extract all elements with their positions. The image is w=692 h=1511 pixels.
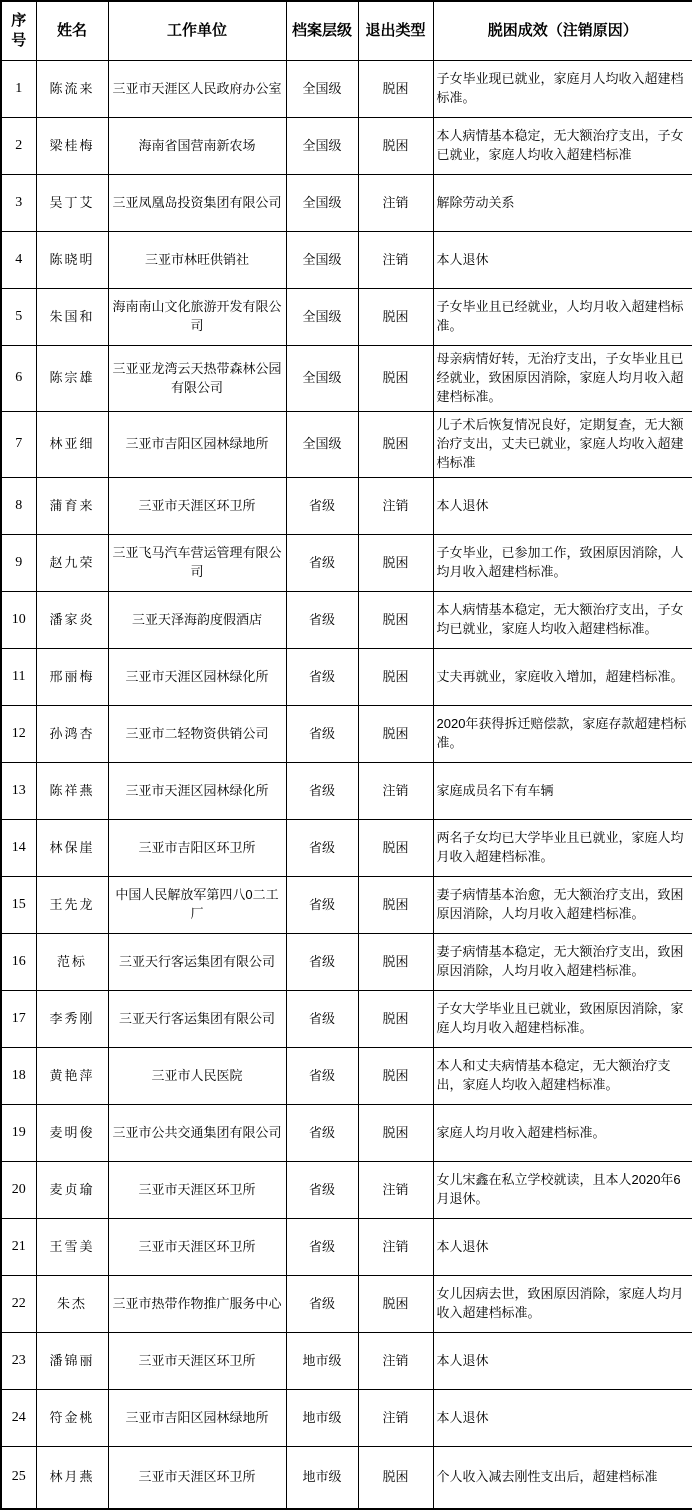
- table-row: [1, 1276, 692, 1333]
- work-unit-cell: 三亚凤凰岛投资集团有限公司: [108, 175, 286, 232]
- person-name-cell: 吴丁艾: [36, 175, 108, 232]
- relief-outcome-cell: 解除劳动关系: [433, 175, 692, 232]
- work-unit-cell: 三亚市天涯区人民政府办公室: [108, 61, 286, 118]
- work-unit-cell: 三亚飞马汽车营运管理有限公司: [108, 535, 286, 592]
- work-unit-cell: 三亚市人民医院: [108, 1048, 286, 1105]
- exit-type-cell: 脱困: [358, 592, 433, 649]
- table-row: [1, 412, 692, 478]
- work-unit-cell: 三亚市吉阳区环卫所: [108, 820, 286, 877]
- archive-level-cell: 地市级: [286, 1333, 358, 1390]
- person-name-cell: 蒲育来: [36, 478, 108, 535]
- table-row: [1, 1333, 692, 1390]
- person-name-cell: 麦贞瑜: [36, 1162, 108, 1219]
- table-row: [1, 934, 692, 991]
- row-index-cell: 24: [1, 1390, 36, 1447]
- relief-outcome-cell: 子女毕业，已参加工作，致困原因消除，人均月收入超建档标准。: [433, 535, 692, 592]
- table-row: [1, 592, 692, 649]
- relief-outcome-cell: 家庭人均月收入超建档标准。: [433, 1105, 692, 1162]
- work-unit-cell: 三亚市天涯区环卫所: [108, 1219, 286, 1276]
- table-row: [1, 289, 692, 346]
- table-row: [1, 175, 692, 232]
- row-index-cell: 13: [1, 763, 36, 820]
- row-index-cell: 25: [1, 1447, 36, 1509]
- archive-level-cell: 全国级: [286, 412, 358, 478]
- person-name-cell: 林月燕: [36, 1447, 108, 1509]
- relief-outcome-cell: 丈夫再就业，家庭收入增加，超建档标准。: [433, 649, 692, 706]
- archive-level-cell: 地市级: [286, 1390, 358, 1447]
- person-name-cell: 李秀刚: [36, 991, 108, 1048]
- archive-level-cell: 省级: [286, 934, 358, 991]
- column-header-unit: 工作单位: [108, 1, 286, 61]
- relief-outcome-cell: 儿子术后恢复情况良好，定期复查，无大额治疗支出，丈夫已就业，家庭人均收入超建档标准: [433, 412, 692, 478]
- row-index-cell: 18: [1, 1048, 36, 1105]
- work-unit-cell: 三亚市公共交通集团有限公司: [108, 1105, 286, 1162]
- table-body: [1, 61, 692, 1509]
- work-unit-cell: 三亚市吉阳区园林绿地所: [108, 412, 286, 478]
- row-index-cell: 20: [1, 1162, 36, 1219]
- exit-type-cell: 脱困: [358, 1048, 433, 1105]
- table-row: [1, 118, 692, 175]
- row-index-cell: 19: [1, 1105, 36, 1162]
- exit-type-cell: 注销: [358, 478, 433, 535]
- table-row: [1, 649, 692, 706]
- work-unit-cell: 三亚亚龙湾云天热带森林公园有限公司: [108, 346, 286, 412]
- person-name-cell: 林亚细: [36, 412, 108, 478]
- table-row: [1, 61, 692, 118]
- archive-level-cell: 省级: [286, 649, 358, 706]
- work-unit-cell: 三亚市天涯区环卫所: [108, 1162, 286, 1219]
- exit-type-cell: 脱困: [358, 1447, 433, 1509]
- archive-level-cell: 省级: [286, 877, 358, 934]
- relief-outcome-cell: 本人退休: [433, 1390, 692, 1447]
- column-header-name: 姓名: [36, 1, 108, 61]
- exit-type-cell: 注销: [358, 763, 433, 820]
- archive-level-cell: 全国级: [286, 175, 358, 232]
- person-name-cell: 梁桂梅: [36, 118, 108, 175]
- exit-type-cell: 脱困: [358, 535, 433, 592]
- exit-type-cell: 脱困: [358, 346, 433, 412]
- exit-type-cell: 脱困: [358, 877, 433, 934]
- relief-outcome-cell: 母亲病情好转，无治疗支出，子女毕业且已经就业，致困原因消除，家庭人均月收入超建档标准。: [433, 346, 692, 412]
- archive-level-cell: 省级: [286, 763, 358, 820]
- exit-type-cell: 脱困: [358, 706, 433, 763]
- work-unit-cell: 三亚市二轻物资供销公司: [108, 706, 286, 763]
- row-index-cell: 12: [1, 706, 36, 763]
- archive-level-cell: 省级: [286, 991, 358, 1048]
- person-name-cell: 潘锦丽: [36, 1333, 108, 1390]
- work-unit-cell: 三亚市天涯区园林绿化所: [108, 763, 286, 820]
- row-index-cell: 4: [1, 232, 36, 289]
- person-name-cell: 麦明俊: [36, 1105, 108, 1162]
- exit-type-cell: 注销: [358, 175, 433, 232]
- work-unit-cell: 三亚天行客运集团有限公司: [108, 934, 286, 991]
- row-index-cell: 15: [1, 877, 36, 934]
- archive-level-cell: 地市级: [286, 1447, 358, 1509]
- archive-level-cell: 省级: [286, 1276, 358, 1333]
- exit-type-cell: 注销: [358, 1333, 433, 1390]
- person-name-cell: 朱杰: [36, 1276, 108, 1333]
- archive-level-cell: 全国级: [286, 61, 358, 118]
- person-name-cell: 陈祥燕: [36, 763, 108, 820]
- work-unit-cell: 三亚市天涯区环卫所: [108, 478, 286, 535]
- person-name-cell: 范标: [36, 934, 108, 991]
- archive-level-cell: 省级: [286, 1162, 358, 1219]
- table-row: [1, 535, 692, 592]
- exit-type-cell: 脱困: [358, 412, 433, 478]
- relief-outcome-cell: 家庭成员名下有车辆: [433, 763, 692, 820]
- column-header-outcome: 脱困成效（注销原因）: [433, 1, 692, 61]
- work-unit-cell: 三亚市天涯区园林绿化所: [108, 649, 286, 706]
- archive-level-cell: 省级: [286, 535, 358, 592]
- table-row: [1, 1390, 692, 1447]
- archive-level-cell: 省级: [286, 1219, 358, 1276]
- exit-type-cell: 脱困: [358, 991, 433, 1048]
- exit-type-cell: 脱困: [358, 649, 433, 706]
- person-name-cell: 陈晓明: [36, 232, 108, 289]
- person-name-cell: 朱国和: [36, 289, 108, 346]
- table-row: [1, 1105, 692, 1162]
- column-header-index: 序号: [1, 1, 36, 61]
- exit-type-cell: 脱困: [358, 61, 433, 118]
- work-unit-cell: 中国人民解放军第四八0二工厂: [108, 877, 286, 934]
- person-name-cell: 孙鸿杏: [36, 706, 108, 763]
- work-unit-cell: 三亚市天涯区环卫所: [108, 1447, 286, 1509]
- table-row: [1, 232, 692, 289]
- relief-outcome-cell: 本人和丈夫病情基本稳定，无大额治疗支出，家庭人均收入超建档标准。: [433, 1048, 692, 1105]
- archive-level-cell: 全国级: [286, 346, 358, 412]
- row-index-cell: 10: [1, 592, 36, 649]
- relief-outcome-cell: 妻子病情基本稳定，无大额治疗支出，致困原因消除，人均月收入超建档标准。: [433, 934, 692, 991]
- relief-outcome-cell: 本人病情基本稳定，无大额治疗支出，子女已就业，家庭人均收入超建档标准: [433, 118, 692, 175]
- relief-outcome-cell: 本人退休: [433, 478, 692, 535]
- relief-outcome-cell: 子女大学毕业且已就业，致困原因消除，家庭人均月收入超建档标准。: [433, 991, 692, 1048]
- row-index-cell: 21: [1, 1219, 36, 1276]
- relief-outcome-cell: 本人退休: [433, 232, 692, 289]
- table-row: [1, 1447, 692, 1509]
- row-index-cell: 2: [1, 118, 36, 175]
- person-name-cell: 邢丽梅: [36, 649, 108, 706]
- relief-outcome-cell: 两名子女均已大学毕业且已就业，家庭人均月收入超建档标准。: [433, 820, 692, 877]
- row-index-cell: 23: [1, 1333, 36, 1390]
- relief-outcome-cell: 本人病情基本稳定，无大额治疗支出，子女均已就业，家庭人均收入超建档标准。: [433, 592, 692, 649]
- exit-type-cell: 脱困: [358, 820, 433, 877]
- exit-type-cell: 注销: [358, 1219, 433, 1276]
- relief-outcome-cell: 2020年获得拆迁赔偿款，家庭存款超建档标准。: [433, 706, 692, 763]
- exit-type-cell: 脱困: [358, 1105, 433, 1162]
- relief-outcome-cell: 女儿因病去世，致困原因消除，家庭人均月收入超建档标准。: [433, 1276, 692, 1333]
- person-name-cell: 潘家炎: [36, 592, 108, 649]
- exit-type-cell: 脱困: [358, 289, 433, 346]
- table-row: [1, 1219, 692, 1276]
- person-name-cell: 赵九荣: [36, 535, 108, 592]
- exit-type-cell: 注销: [358, 232, 433, 289]
- relief-outcome-cell: 妻子病情基本治愈，无大额治疗支出，致困原因消除，人均月收入超建档标准。: [433, 877, 692, 934]
- row-index-cell: 1: [1, 61, 36, 118]
- work-unit-cell: 三亚市林旺供销社: [108, 232, 286, 289]
- person-name-cell: 黄艳萍: [36, 1048, 108, 1105]
- person-name-cell: 林保崖: [36, 820, 108, 877]
- work-unit-cell: 海南省国营南新农场: [108, 118, 286, 175]
- row-index-cell: 8: [1, 478, 36, 535]
- row-index-cell: 6: [1, 346, 36, 412]
- table-row: [1, 478, 692, 535]
- person-name-cell: 陈宗雄: [36, 346, 108, 412]
- archive-level-cell: 省级: [286, 706, 358, 763]
- row-index-cell: 3: [1, 175, 36, 232]
- work-unit-cell: 三亚天行客运集团有限公司: [108, 991, 286, 1048]
- archive-level-cell: 省级: [286, 478, 358, 535]
- header-row: [1, 1, 692, 61]
- row-index-cell: 14: [1, 820, 36, 877]
- table-row: [1, 763, 692, 820]
- exit-type-cell: 脱困: [358, 1276, 433, 1333]
- row-index-cell: 16: [1, 934, 36, 991]
- archive-level-cell: 省级: [286, 592, 358, 649]
- archive-level-cell: 全国级: [286, 118, 358, 175]
- table-row: [1, 877, 692, 934]
- exit-type-cell: 注销: [358, 1162, 433, 1219]
- table-row: [1, 991, 692, 1048]
- work-unit-cell: 三亚市热带作物推广服务中心: [108, 1276, 286, 1333]
- person-name-cell: 王雪美: [36, 1219, 108, 1276]
- row-index-cell: 17: [1, 991, 36, 1048]
- table-row: [1, 1048, 692, 1105]
- column-header-level: 档案层级: [286, 1, 358, 61]
- relief-outcome-cell: 女儿宋鑫在私立学校就读，且本人2020年6月退休。: [433, 1162, 692, 1219]
- relief-outcome-cell: 本人退休: [433, 1333, 692, 1390]
- table-row: [1, 706, 692, 763]
- relief-outcome-cell: 子女毕业现已就业，家庭月人均收入超建档标准。: [433, 61, 692, 118]
- person-name-cell: 符金桃: [36, 1390, 108, 1447]
- work-unit-cell: 三亚市天涯区环卫所: [108, 1333, 286, 1390]
- person-name-cell: 陈流来: [36, 61, 108, 118]
- exit-type-cell: 脱困: [358, 118, 433, 175]
- row-index-cell: 9: [1, 535, 36, 592]
- archive-level-cell: 省级: [286, 820, 358, 877]
- row-index-cell: 5: [1, 289, 36, 346]
- archive-level-cell: 全国级: [286, 289, 358, 346]
- exit-type-cell: 脱困: [358, 934, 433, 991]
- table-row: [1, 346, 692, 412]
- archive-level-cell: 全国级: [286, 232, 358, 289]
- row-index-cell: 11: [1, 649, 36, 706]
- work-unit-cell: 海南南山文化旅游开发有限公司: [108, 289, 286, 346]
- column-header-type: 退出类型: [358, 1, 433, 61]
- work-unit-cell: 三亚市吉阳区园林绿地所: [108, 1390, 286, 1447]
- person-name-cell: 王先龙: [36, 877, 108, 934]
- row-index-cell: 7: [1, 412, 36, 478]
- work-unit-cell: 三亚天泽海韵度假酒店: [108, 592, 286, 649]
- exit-type-cell: 注销: [358, 1390, 433, 1447]
- archive-level-cell: 省级: [286, 1048, 358, 1105]
- archive-level-cell: 省级: [286, 1105, 358, 1162]
- relief-outcome-cell: 本人退休: [433, 1219, 692, 1276]
- table-row: [1, 820, 692, 877]
- relief-outcome-cell: 子女毕业且已经就业，人均月收入超建档标准。: [433, 289, 692, 346]
- relief-outcome-cell: 个人收入减去刚性支出后，超建档标准: [433, 1447, 692, 1509]
- row-index-cell: 22: [1, 1276, 36, 1333]
- table-header: [1, 1, 692, 61]
- table-row: [1, 1162, 692, 1219]
